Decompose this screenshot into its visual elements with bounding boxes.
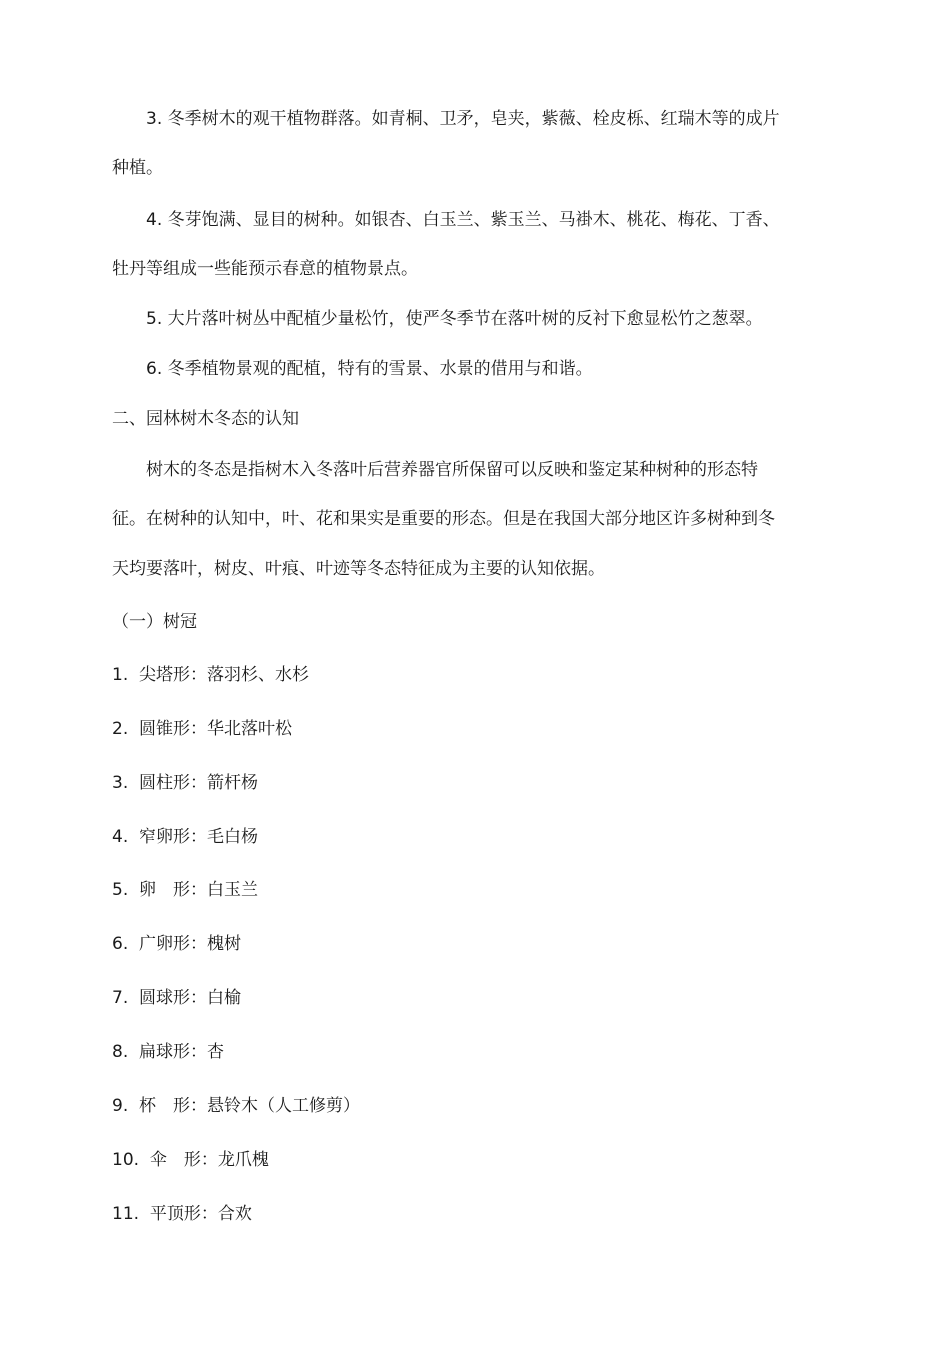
list-item-number: 3. [112, 773, 129, 793]
list-item-text: 伞 形：龙爪槐 [149, 1150, 269, 1170]
section-heading: 二、园林树木冬态的认知 [112, 409, 299, 429]
subsection-heading: （一）树冠 [112, 612, 197, 632]
list-item [112, 664, 309, 686]
list-item-text: 尖塔形：落羽杉、水杉 [139, 665, 310, 685]
list-item [112, 1095, 360, 1117]
paragraph-6-line-1: 6. 冬季植物景观的配植，特有的雪景、水景的借用与和谐。 [146, 359, 593, 379]
list-item-number: 8. [112, 1042, 129, 1062]
list-item-text: 卵 形：白玉兰 [139, 880, 259, 900]
paragraph-3-line-1: 3. 冬季树木的观干植物群落。如青桐、卫矛，皂夹，紫薇、栓皮栎、红瑞木等的成片 [146, 109, 780, 129]
list-item [112, 826, 258, 848]
list-item-text: 杯 形：悬铃木（人工修剪） [139, 1096, 361, 1116]
list-item-text: 圆球形：白榆 [139, 988, 242, 1008]
list-item [112, 879, 258, 901]
paragraph-4-line-1: 4. 冬芽饱满、显目的树种。如银杏、白玉兰、紫玉兰、马褂木、桃花、梅花、丁香、 [146, 210, 780, 230]
intro-line-1: 树木的冬态是指树木入冬落叶后营养器官所保留可以反映和鉴定某种树种的形态特 [146, 460, 758, 480]
paragraph-4-line-2: 牡丹等组成一些能预示春意的植物景点。 [112, 259, 418, 279]
list-item-text: 扁球形：杏 [139, 1042, 225, 1062]
list-item-number: 7. [112, 988, 129, 1008]
list-item-number: 4. [112, 827, 129, 847]
paragraph-5-line-1: 5. 大片落叶树丛中配植少量松竹，使严冬季节在落叶树的反衬下愈显松竹之葱翠。 [146, 309, 763, 329]
list-item-number: 11. [112, 1204, 140, 1224]
list-item-number: 1. [112, 665, 129, 685]
list-item-text: 圆锥形：华北落叶松 [139, 719, 293, 739]
list-item [112, 933, 241, 955]
list-item [112, 1149, 269, 1171]
list-item-number: 2. [112, 719, 129, 739]
list-item-text: 窄卵形：毛白杨 [139, 827, 259, 847]
list-item [112, 772, 258, 794]
list-item-text: 圆柱形：箭杆杨 [139, 773, 259, 793]
list-item [112, 987, 241, 1009]
paragraph-3-line-2: 种植。 [112, 158, 163, 178]
list-item-number: 6. [112, 934, 129, 954]
list-item-text: 广卵形：槐树 [139, 934, 242, 954]
list-item-text: 平顶形：合欢 [149, 1204, 252, 1224]
list-item [112, 1203, 252, 1225]
list-item-number: 9. [112, 1096, 129, 1116]
intro-line-3: 天均要落叶，树皮、叶痕、叶迹等冬态特征成为主要的认知依据。 [112, 559, 605, 579]
list-item [112, 1041, 224, 1063]
list-item-number: 5. [112, 880, 129, 900]
list-item [112, 718, 292, 740]
list-item-number: 10. [112, 1150, 140, 1170]
intro-line-2: 征。在树种的认知中，叶、花和果实是重要的形态。但是在我国大部分地区许多树种到冬 [112, 509, 775, 529]
